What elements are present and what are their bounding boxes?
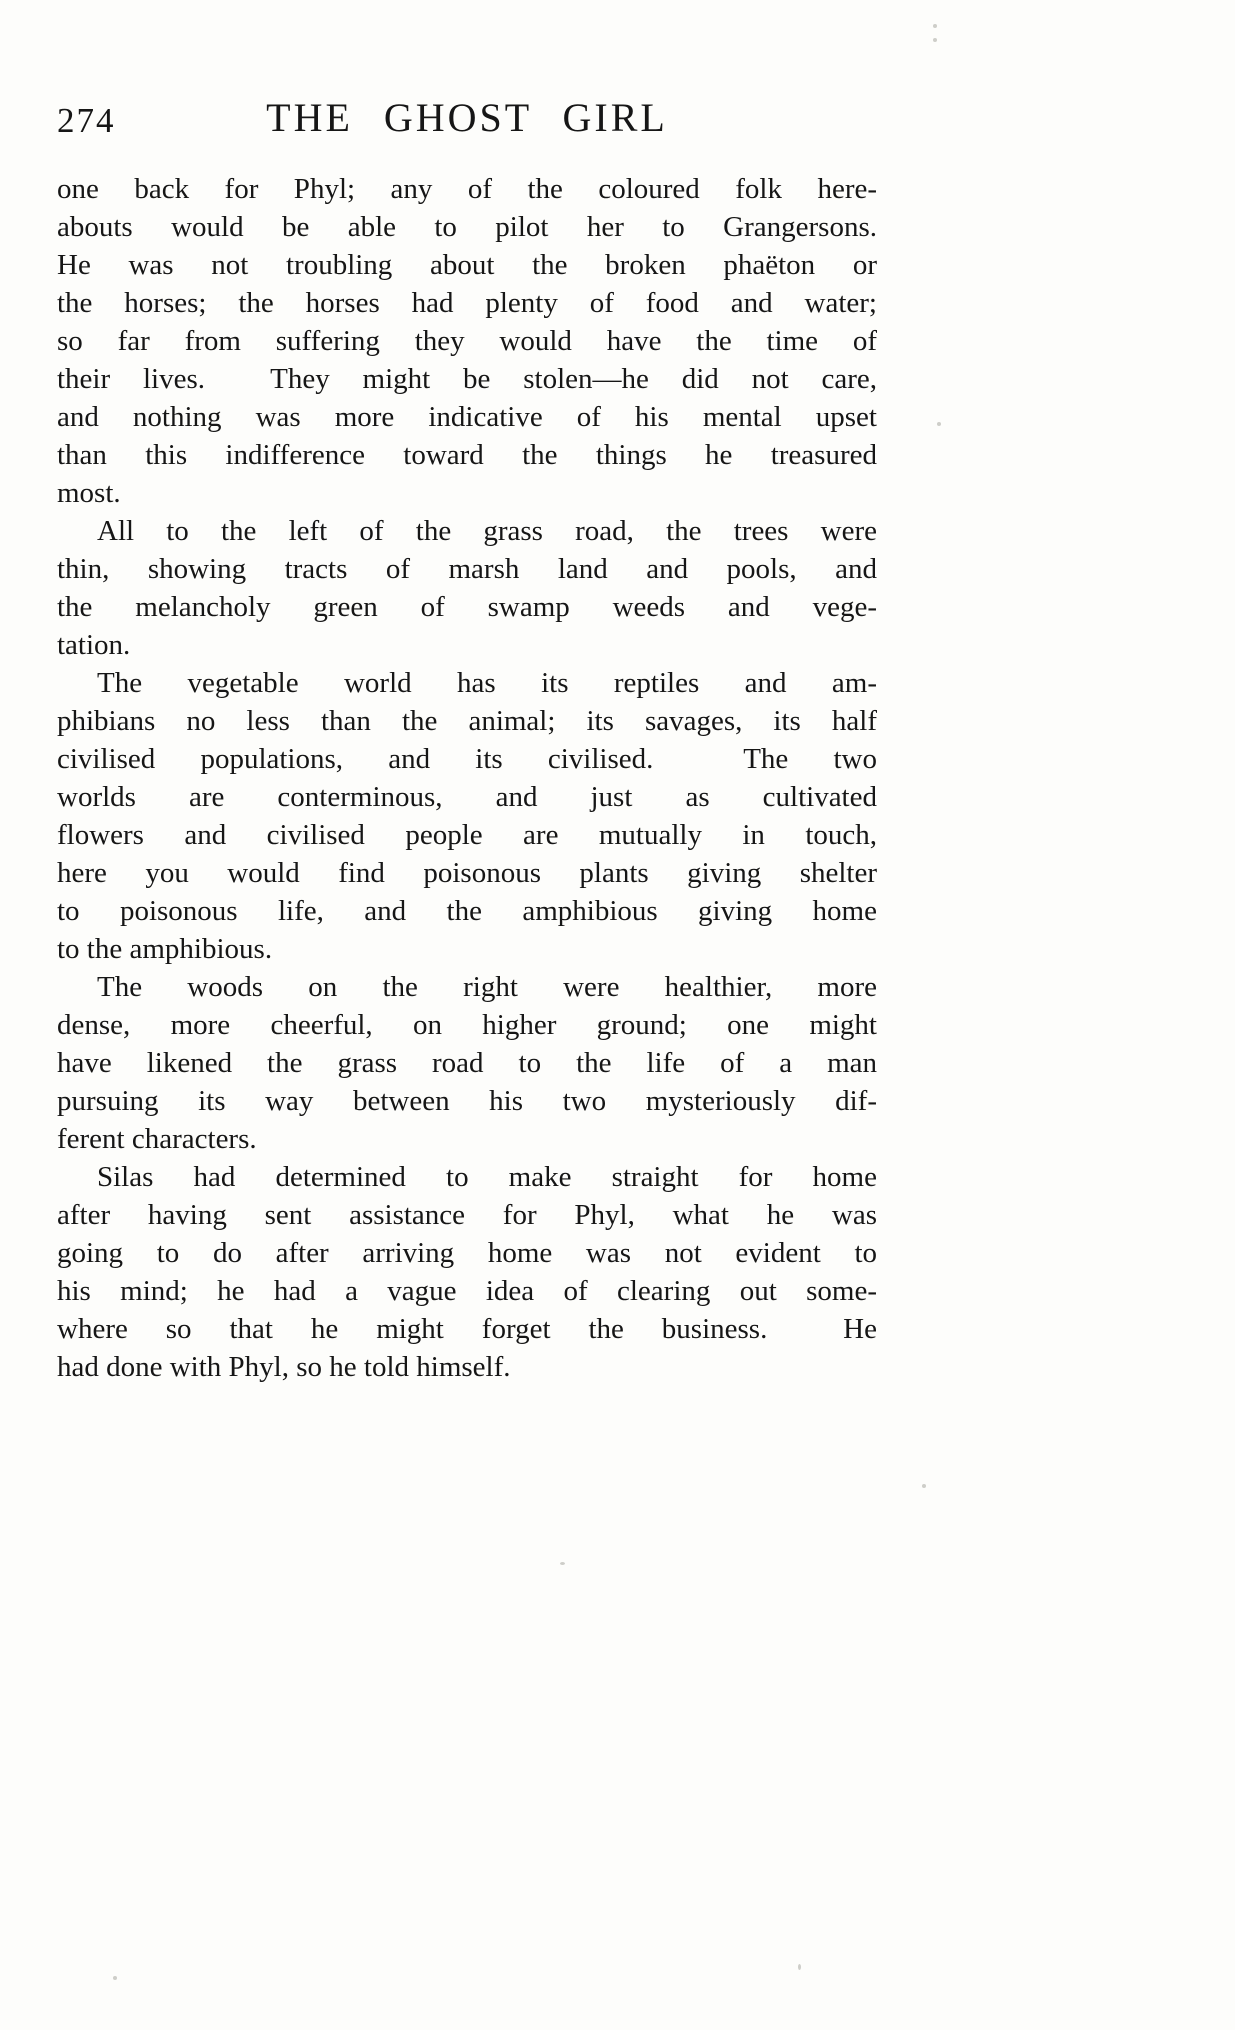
text-line: thin, showing tracts of marsh land and pools, and [57, 553, 877, 585]
text-line: worlds are conterminous, and just as cultivated [57, 781, 877, 813]
text-line: civilised populations, and its civilised. The two [57, 743, 877, 775]
text-line: tation. [57, 629, 131, 661]
text-line: than this indifference toward the things he treasured [57, 439, 877, 471]
text-line: after having sent assistance for Phyl, what he was [57, 1199, 877, 1231]
scan-speck [933, 24, 937, 28]
text-line: He was not troubling about the broken phaëton or [57, 249, 877, 281]
paragraph [57, 512, 877, 664]
paragraph [57, 664, 877, 968]
scan-speck [113, 1976, 117, 1980]
text-line: the horses; the horses had plenty of food and water; [57, 287, 877, 319]
page-body [57, 170, 877, 1386]
text-line: abouts would be able to pilot her to Grangersons. [57, 211, 877, 243]
text-line: most. [57, 477, 121, 509]
text-line: have likened the grass road to the life of a man [57, 1047, 877, 1079]
scan-speck [560, 1562, 565, 1565]
text-line: to poisonous life, and the amphibious giving home [57, 895, 877, 927]
text-line: their lives. They might be stolen—he did not care, [57, 363, 877, 395]
text-line: had done with Phyl, so he told himself. [57, 1351, 511, 1383]
text-line: his mind; he had a vague idea of clearing out some- [57, 1275, 877, 1307]
text-line: All to the left of the grass road, the trees were [97, 515, 877, 547]
text-line: the melancholy green of swamp weeds and vege- [57, 591, 877, 623]
text-line: so far from suffering they would have the time of [57, 325, 877, 357]
page-number: 274 [57, 101, 116, 140]
text-line: and nothing was more indicative of his mental upset [57, 401, 877, 433]
text-line: where so that he might forget the business. He [57, 1313, 877, 1345]
running-title: THE GHOST GIRL [266, 95, 668, 140]
text-line: The woods on the right were healthier, more [97, 971, 877, 1003]
scan-speck [922, 1484, 926, 1488]
scan-speck [937, 422, 941, 426]
text-line: dense, more cheerful, on higher ground; one might [57, 1009, 877, 1041]
text-line: Silas had determined to make straight for home [97, 1161, 877, 1193]
paragraph [57, 1158, 877, 1386]
page-header [57, 94, 877, 140]
text-line: pursuing its way between his two mysteriously dif- [57, 1085, 877, 1117]
text-line: The vegetable world has its reptiles and am- [97, 667, 877, 699]
paragraph [57, 968, 877, 1158]
text-line: flowers and civilised people are mutually in touch, [57, 819, 877, 851]
text-line: ferent characters. [57, 1123, 257, 1155]
scan-speck [798, 1964, 801, 1970]
scan-speck [933, 38, 937, 42]
text-line: to the amphibious. [57, 933, 273, 965]
text-line: phibians no less than the animal; its savages, its half [57, 705, 877, 737]
text-line: one back for Phyl; any of the coloured folk here- [57, 173, 877, 205]
text-line: here you would find poisonous plants giving shelter [57, 857, 877, 889]
text-line: going to do after arriving home was not evident to [57, 1237, 877, 1269]
paragraph [57, 170, 877, 512]
